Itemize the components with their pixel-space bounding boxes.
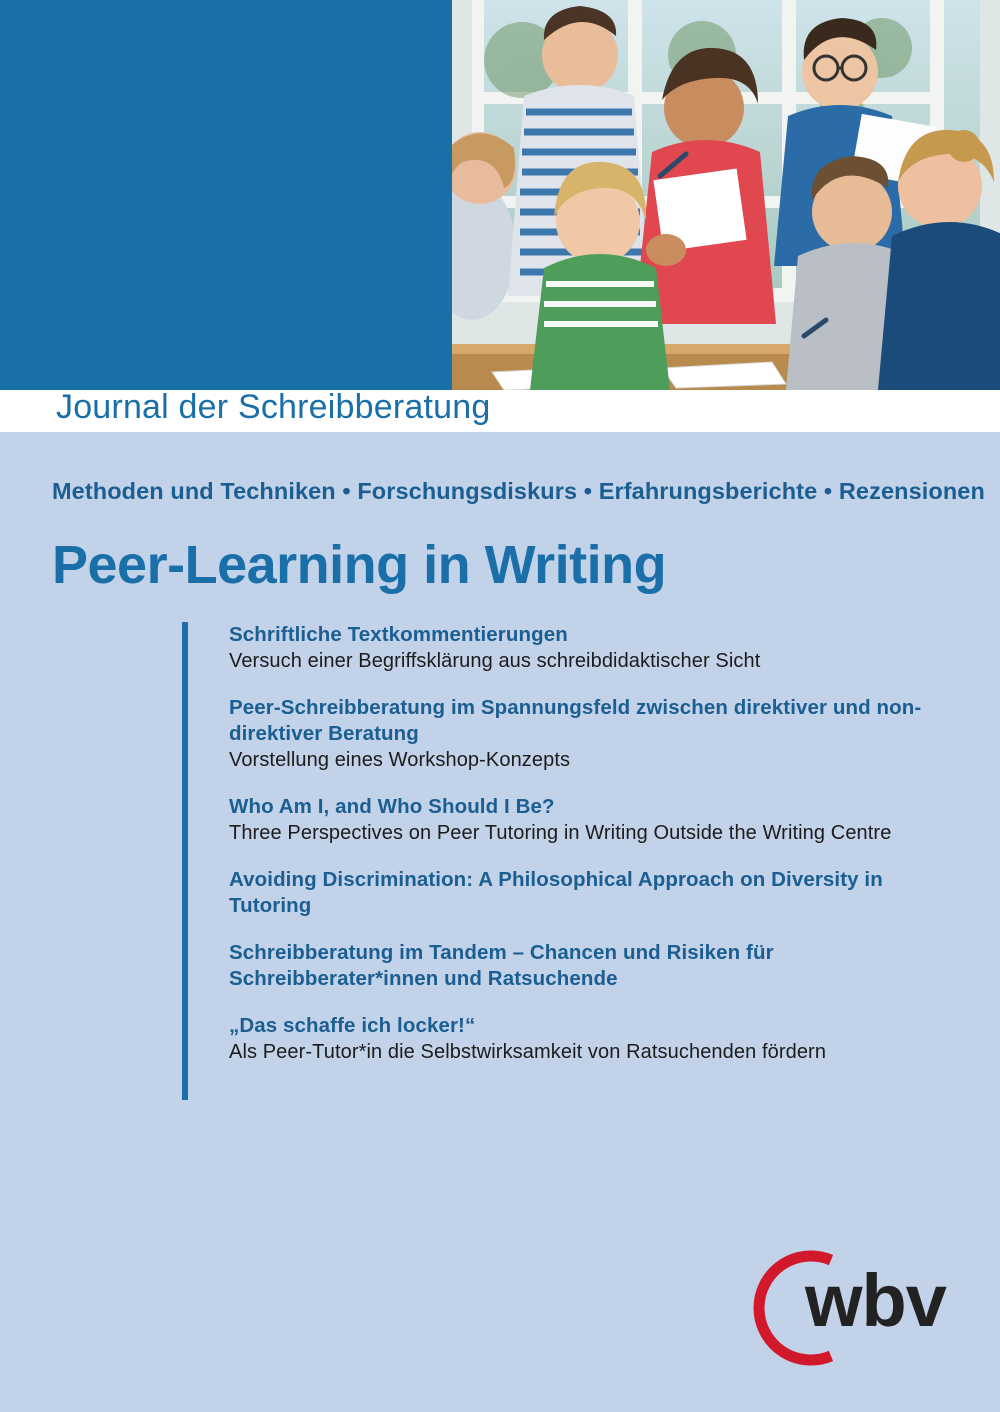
toc-title: Schriftliche Textkommentierungen [229, 623, 568, 646]
list-item [229, 1013, 959, 1065]
list-item [229, 695, 959, 773]
toc-title: Who Am I, and Who Should I Be? [229, 795, 555, 818]
toc-subtitle: Three Perspectives on Peer Tutoring in Writing Outside the Writing Centre [229, 822, 892, 844]
toc-title: Schreibberatung im Tandem – Chancen und Risiken für Schreibberater*innen und Ratsuchende [229, 941, 774, 990]
journal-subtitle: Journal der Schreibberatung [56, 388, 491, 426]
toc-vertical-rule [182, 622, 188, 1100]
toc-title: Peer-Schreibberatung im Spannungsfeld zwischen direktiver und non-direktiver Beratung [229, 696, 922, 745]
list-item [229, 794, 959, 846]
list-item [229, 867, 959, 919]
toc-subtitle: Vorstellung eines Workshop-Konzepts [229, 749, 571, 771]
cover-photo [452, 0, 1000, 390]
person-back-left [452, 132, 516, 320]
rubrics-line: Methoden und Techniken • Forschungsdiskurs • Erfahrungsberichte • Rezensionen [52, 478, 985, 504]
toc-subtitle: Versuch einer Begriffsklärung aus schreibdidaktischer Sicht [229, 650, 761, 672]
header-left-block [0, 0, 452, 390]
toc-title: Avoiding Discrimination: A Philosophical Approach on Diversity in Tutoring [229, 868, 883, 917]
publisher-logo [745, 1248, 950, 1368]
table-of-contents [229, 622, 959, 1065]
list-item [229, 940, 959, 992]
publisher-name: wbv [805, 1259, 946, 1342]
cover-photo-illustration [452, 0, 1000, 390]
issue-theme-title: Peer-Learning in Writing [52, 535, 667, 595]
toc-title: „Das schaffe ich locker!“ [229, 1014, 476, 1037]
toc-subtitle: Als Peer-Tutor*in die Selbstwirksamkeit von Ratsuchenden fördern [229, 1041, 827, 1063]
list-item [229, 622, 959, 674]
